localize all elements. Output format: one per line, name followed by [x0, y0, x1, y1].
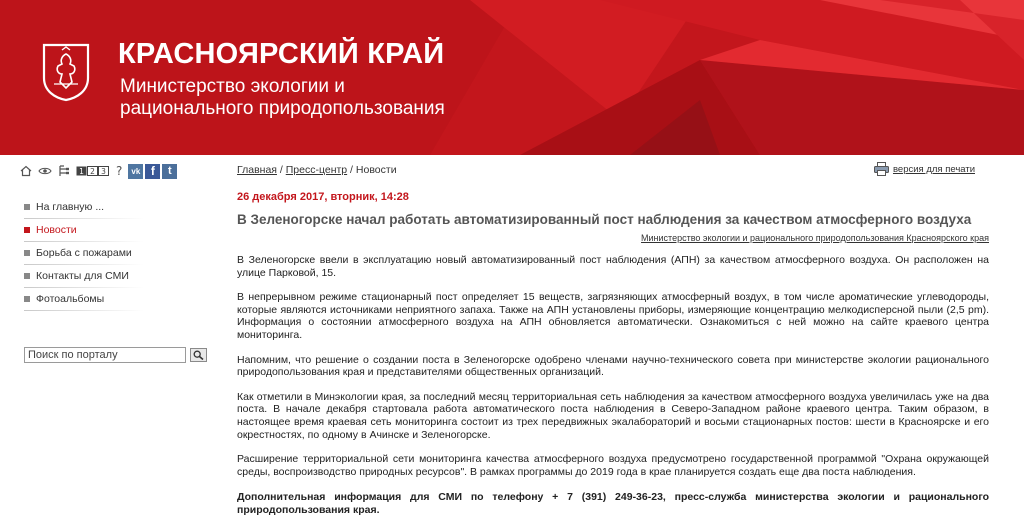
font-size-3: 3: [101, 167, 106, 176]
breadcrumb-current: Новости: [355, 164, 397, 176]
eye-icon[interactable]: [38, 163, 52, 179]
ministry-name: [120, 76, 480, 120]
article-paragraph: В непрерывном режиме стационарный пост определяет 15 веществ, загрязняющих атмосферный воздух, в том числе ароматические углеводороды, которые являются источниками неприятного запаха. Также на АПН установлены приборы, измеряющие концентрацию мелкодисперсной пыли (2,5 pm). Информация о состоянии атмосферного воздуха на АПН обновляется автоматически. Ознакомиться с ней можно на сайте краевого центра мониторинга.: [237, 291, 989, 341]
printer-icon[interactable]: [874, 162, 889, 176]
sidebar-item-label: Новости: [36, 224, 77, 236]
sidebar-item-fires[interactable]: [24, 242, 214, 265]
sitemap-icon[interactable]: [58, 163, 70, 179]
search-icon: [193, 350, 204, 360]
sidebar-item-label: Фотоальбомы: [36, 293, 105, 305]
sidebar-item-home[interactable]: [24, 196, 214, 219]
sidebar-item-news[interactable]: [24, 219, 214, 242]
accessibility-toolbar: [20, 162, 179, 180]
help-icon[interactable]: ?: [116, 164, 123, 178]
ministry-name-line2: рационального природопользования: [120, 98, 445, 119]
article-source-link[interactable]: Министерство экологии и рационального природопользования Красноярского края: [641, 233, 989, 243]
breadcrumb-separator: /: [347, 164, 356, 176]
sidebar-nav: [24, 196, 214, 311]
breadcrumb-separator: /: [276, 164, 286, 176]
article-source: [237, 233, 989, 243]
font-size-2: 2: [90, 167, 95, 176]
breadcrumb-press-link[interactable]: Пресс-центр: [285, 164, 348, 176]
portal-search: [24, 347, 207, 363]
article-paragraph: Напомним, что решение о создании поста в Зеленогорске одобрено членами научно-технического совета при министерстве экологии рационального природопользования края и представителями общественных организаций.: [237, 353, 989, 379]
search-input[interactable]: [24, 347, 186, 363]
facebook-icon[interactable]: f: [145, 164, 160, 179]
article-paragraph: Расширение территориальной сети мониторинга качества атмосферного воздуха предусмотрено государственной программой "Охрана окружающей среды, воспроизводство природных ресурсов". В рамках программы до 2019 года в крае планируется создать еще два поста наблюдения.: [237, 453, 989, 478]
font-size-1: 1: [79, 167, 84, 176]
header-banner: [0, 0, 1024, 155]
region-title: КРАСНОЯРСКИЙ КРАЙ: [118, 38, 445, 70]
home-icon[interactable]: [20, 163, 32, 179]
article-title: В Зеленогорске начал работать автоматизированный пост наблюдения за качеством атмосферного воздуха: [237, 212, 972, 227]
print-version: [874, 162, 975, 176]
sidebar-item-media-contacts[interactable]: [24, 265, 214, 288]
sidebar-item-photo-albums[interactable]: [24, 288, 214, 311]
twitter-icon[interactable]: t: [162, 164, 177, 179]
ministry-name-line1: Министерство экологии и: [120, 76, 345, 97]
print-version-link[interactable]: версия для печати: [892, 163, 975, 175]
article-date: 26 декабря 2017, вторник, 14:28: [237, 191, 409, 203]
article-paragraph: Как отметили в Минэкологии края, за последний месяц территориальная сеть наблюдения за качеством атмосферного воздуха увеличилась уже на два поста. В начале декабря стартовала работа автоматического поста наблюдения в Северо-Западном районе краевого центра. Таким образом, в настоящее время краевая сеть мониторинга состоит из трех передвижных экалабораторий и восьми стационарных постов: шести в Красноярске и его окрестностях, по одному в Ачинске и Зеленогорске.: [237, 390, 989, 441]
article-contact-info: Дополнительная информация для СМИ по телефону + 7 (391) 249-36-23, пресс-служба министерства экологии и рационального природопользования края.: [237, 491, 989, 515]
sidebar-item-label: На главную ...: [36, 201, 105, 213]
font-size-icon[interactable]: [76, 163, 110, 179]
sidebar-item-label: Борьба с пожарами: [36, 247, 132, 259]
sidebar-item-label: Контакты для СМИ: [36, 270, 129, 282]
breadcrumb-home-link[interactable]: Главная: [237, 164, 277, 176]
vk-icon[interactable]: vk: [128, 164, 143, 179]
search-button[interactable]: [190, 348, 207, 362]
coat-of-arms-icon: [40, 42, 92, 102]
article-paragraph: В Зеленогорске ввели в эксплуатацию новый автоматизированный пост наблюдения (АПН) за качеством атмосферного воздуха. Он расположен на улице Парковой, 15.: [237, 254, 989, 279]
divider: [24, 310, 144, 311]
main-content: [237, 164, 989, 515]
